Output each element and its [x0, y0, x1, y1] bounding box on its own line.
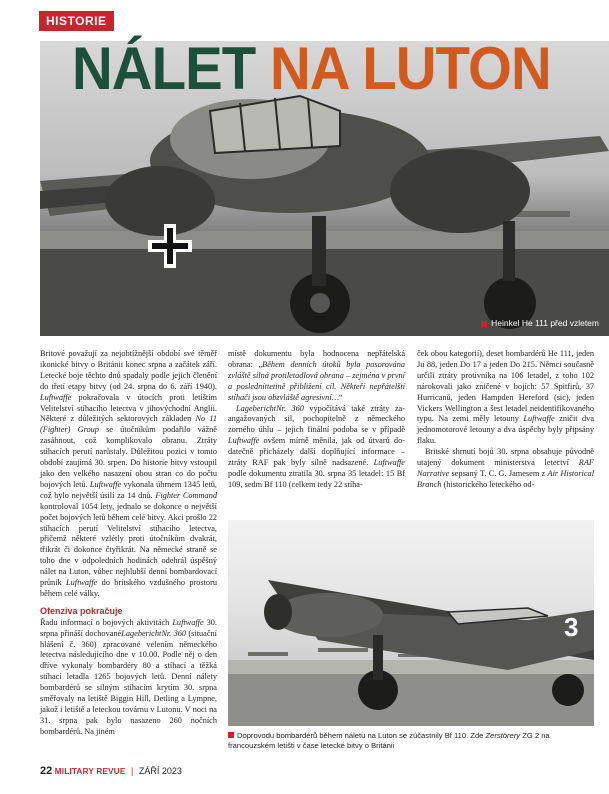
magazine-name: MILITARY REVUE	[54, 767, 126, 776]
section-tag: HISTORIE	[39, 11, 114, 31]
issue-date: ZÁŘÍ 2023	[138, 766, 182, 776]
paragraph: místě dokumentu byla hodnocena nepřátelská obrana: „Během denních útoků byla posorována zvláště silná protiletadlová obrana – zejména v první a posledníttetině přibližení cíl. Někteří nepřátelští stíhači jsou obzvláště agresivní…“	[228, 349, 405, 402]
paragraph: LageberichtNr. 360 vypočítává také ztráty zaangažovaných sil, pochopitelně z německého zorného úhlu – jejich finální podoba se v případě Luftwaffe ovšem mírně měnila, jak od útvarů dodatečně přicházely další doplňující informace – ztráty RAF pak byly silně nadsazené. Luftwaffe podle dokumentu ztratila 30. srpna 35 letadel: 15 Bf 109, sedm Bf 110 (celkem tedy 22 stíha-	[228, 403, 405, 489]
paragraph: Britové považují za nejobtížnější období své těměř ikonické bitvy o Británii konec srpna a začátek září. Letecké boje těchto dnů spadaly podle jejich členění do třetí etapy bitvy (od 24. srpna do 6. září 1940). Luftwaffe pokračovala v útocích proti letištím Velitelství stíhacího letectva v jihovýchodní Anglii. Některé z důležitých sektorových základen No 11 (Fighter) Group se útočníkům podařilo vážně zasáhnout, což komplikovalo obranu. Ztráty stíhacích perutí narůstaly. Důležitou pozici v tomto období zaujímá 30. srpen. Do historie bitvy vstoupil jako den velkého nasazení obou stran co do počtu bojových letů. Luftwaffe vykonala úhrnem 1345 letů, což bylo největší úsilí za 14 dnů. Fighter Command kontroloval 1054 lety, jednalo se dokonce o největší počet bojových letů během celé bitvy. Akci prošlo 22 stíhacích perutí Velitelství stíhacího letectva, přičemž některé vzlétly proti útočníkům dvakrát, třikrát či dokonce čtyřikrát. Na německé straně se toho dne v odpoledních hodinách odehrál úspěšný nálet na Luton, vůbec nejhlubší denní bombardovací průnik Luftwaffe do britského vzdušného prostoru během celé války.	[40, 349, 217, 598]
subheading: Ofenziva pokračuje	[40, 605, 123, 616]
footer-separator: |	[131, 766, 134, 776]
page-number: 22	[40, 765, 53, 777]
page-footer	[40, 765, 182, 777]
bf110-photo	[228, 520, 594, 726]
paragraph: ček obou kategorií), deset bombardérů He 111, jeden Ju 88, jeden Do 17 a jeden Do 215. Němci současně určili ztráty protivníka na 106 letadel, z toho 102 nárokovali jako zničené v bojích: 57 Spitfirů, 37 Hurricanů, jeden Hampden Hereford (sic), jeden Vickers Wellington a šest letadel neidentifikovaného typu. Na zemi měly letouny Luftwaffe zničit dva jednomotorové letouny a dva úspěchy byly připsány flaku.	[417, 349, 595, 446]
hero-caption	[481, 318, 599, 328]
caption-marker-icon	[228, 732, 234, 738]
title-part-1: NÁLET	[72, 35, 256, 102]
bf110-caption: Doprovodu bombardérů během náletu na Luton se zúčastnily Bf 110. Zde Zerstörery ZG 2 na francouzském letišti v čase letecké bitvy o Británii	[228, 731, 550, 750]
page-title	[72, 35, 551, 102]
title-part-2: NA LUTON	[270, 35, 551, 102]
paragraph: Britské shrnutí bojů 30. srpna obsahuje původně utajený dokument ministerstva letectví RAF Narrative sepsaný T. C. G. Jamesem z Air Historical Branch (historického leteckého od-	[417, 447, 595, 489]
text-column-2	[228, 349, 405, 491]
text-column-1	[40, 349, 217, 738]
hero-caption-text: Heinkel He 111 před vzletem	[491, 318, 599, 328]
text-column-3	[417, 349, 594, 491]
plane-code-label: 3	[564, 612, 579, 642]
caption-marker-icon	[481, 321, 487, 327]
paragraph: Řadu informací o bojových aktivitách Luftwaffe 30. srpna přináší dochovanéLageberichtNr. 360 (situační hlášení č. 360) zpracované velením německého letectva následujícího dne v 10.00. Podle něj o den dříve vykonaly bombardéry 80 a stíhací a těžká stíhací letadla 1265 bojových letů. Denní nálety bombardérů se silným stíhacím krytím 30. srpna směřovaly na letiště Biggin Hill, Detling a Lympne, jakož i letiště a leteckou továrnu v Lutonu. V noci na 31. srpna pak bylo nasazeno 260 nočních bombardérů. Na jiném	[40, 617, 217, 736]
bf110-photo-illustration	[228, 520, 594, 726]
